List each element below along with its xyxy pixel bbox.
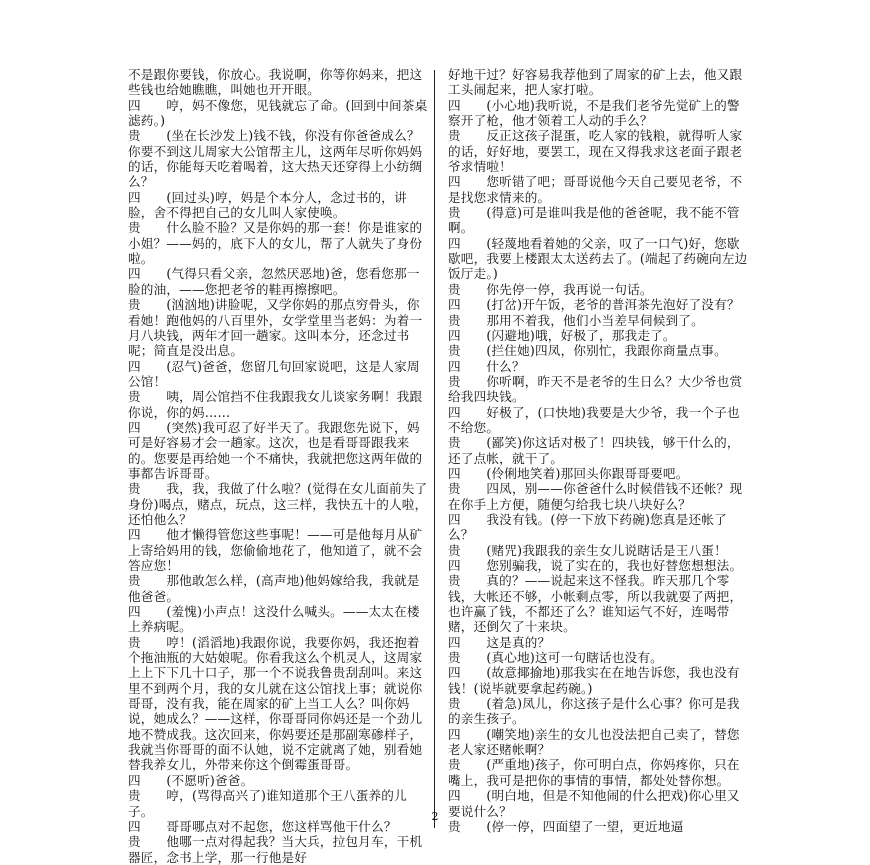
paragraph: 四 (打岔)开午饭，老爷的普洱茶先泡好了没有？	[448, 297, 740, 313]
left-column	[128, 67, 428, 865]
paragraph: 贵 你先停一停，我再说一句话。	[448, 281, 653, 297]
paragraph: 四 (闪避地)哦，好极了，那我走了。	[448, 327, 676, 343]
paragraph: 四 (突然)我可忍了好半天了。我跟您先说下，妈可是好容易才会一趟家。这次，也是看哥哥跟我来的。您要是再给她一个不痛快，我就把您这两年做的事都告诉哥哥。	[128, 419, 423, 481]
paragraph: 贵 (停一停，四面望了一望，更近地逼	[448, 818, 684, 834]
paragraph: 贵 什么脸不脸？又是你妈的那一套！你是谁家的小姐？——妈的，底下人的女儿，帮了人就失了身份啦。	[128, 220, 423, 267]
paragraph: 四 (羞愧)小声点！这没什么喊头。——太太在楼上养病呢。	[128, 604, 420, 635]
paragraph: 四 他才懒得管您这些事呢！——可是他每月从矿上寄给妈用的钱，您偷偷地花了，他知道了，就不会答应您！	[128, 527, 423, 573]
right-column	[448, 67, 748, 834]
paragraph: 贵 你听啊，昨天不是老爷的生日么？大少爷也赏给我四块钱。	[448, 373, 743, 405]
paragraph: 贵 (赌咒)我跟我的亲生女儿说瞎话是王八蛋！	[448, 542, 727, 558]
paragraph: 四 哼，妈不像您，见钱就忘了命。(回到中间茶桌滤药。)	[128, 97, 428, 129]
paragraph: 贵 (鄙笑)你这话对极了！四块钱，够干什么的，还了点帐，就干了。	[448, 435, 740, 466]
paragraph: 贵 (严重地)孩子，你可明白点，你妈疼你，只在嘴上，我可是把你的事情的事情，都处处替你想。	[448, 757, 740, 788]
paragraph: 好地干过？好容易我荐他到了周家的矿上去，他又跟工头闹起来，把人家打啦。	[448, 67, 743, 98]
paragraph: 贵 (得意)可是谁叫我是他的爸爸呢，我不能不管啊。	[448, 205, 740, 236]
paragraph: 贵 反正这孩子混蛋，吃人家的钱粮，就得听人家的话，好好地，要罢工，现在又得我求这老面子跟老爷求情啦！	[448, 128, 743, 175]
paragraph: 四 (气得只看父亲，忽然厌恶地)爸，您看您那一脸的油，——您把老爷的鞋再擦擦吧。	[128, 266, 420, 297]
paragraph: 不是跟你要钱，你放心。我说啊，你等你妈来，把这些钱也给她瞧瞧，叫她也开开眼。	[128, 67, 423, 98]
paragraph: 四 哥哥哪点对不起您，您这样骂他干什么？	[128, 818, 397, 834]
paragraph: 四 (嘲笑地)亲生的女儿也没法把自己卖了，替您老人家还赌帐啊？	[448, 726, 740, 758]
paragraph: 贵 咦，周公馆挡不住我跟我女儿谈家务啊！我跟你说，你的妈……	[128, 389, 423, 420]
paragraph: 四 (不愿听)爸爸。	[128, 772, 254, 788]
paragraph: 四 这是真的？	[448, 634, 551, 650]
paragraph: 贵 真的？——说起来这不怪我。昨天那几个零钱，大帐还不够，小帐剩点零，所以我就耍了两把，也许赢了钱，不都还了么？谁知运气不好，连喝带赌，还倒欠了十来块。	[448, 573, 743, 635]
paragraph: 贵 四凤，别——你爸爸什么时候借钱不还帐？现在你手上方便，随便匀给我七块八块好么？	[448, 481, 743, 512]
paragraph: 四 (伶俐地笑着)那回头你跟哥哥要吧。	[448, 465, 689, 481]
page-number: 2	[431, 810, 439, 823]
paragraph: 四 什么？	[448, 358, 525, 374]
paragraph: 贵 哼！(滔滔地)我跟你说，我要你妈，我还抱着个拖油瓶的大姑娘呢。你看我这么个机灵人，这周家上上下下几十口子，那一个不说我鲁贵刮刮叫。来这里不到两个月，我的女儿就在这公馆找上事；就说你哥哥，没有我，能在周家的矿上当工人么？叫你妈说，她成么？——这样，你哥哥同你妈还是一个劲儿地不赞成我。这次回来，你妈要还是那副寒碜样子，我就当你哥哥的面不认她，说不定就离了她，别看她替我养女儿，外带来你这个倒霉蛋哥哥。	[128, 634, 423, 773]
paragraph: 四 (故意揶揄地)那我实在在地告诉您，我也没有钱！(说毕就要拿起药碗。)	[448, 665, 740, 696]
paragraph: 四 我没有钱。(停一下放下药碗)您真是还帐了么？	[448, 511, 727, 543]
paragraph: 贵 (汹汹地)讲脸呢，又学你妈的那点穷骨头，你看她！跑他妈的八百里外，女学堂里当老妈：为着一月八块钱，两年才回一趟家。这叫本分，还念过书呢；简直是没出息。	[128, 297, 423, 359]
paragraph: 四 (忍气)爸爸，您留几句回家说吧，这是人家周公馆！	[128, 358, 420, 389]
paragraph: 贵 我，我，我做了什么啦？(觉得在女儿面前失了身份)喝点，赌点，玩点，这三样，我快五十的人啦，还怕他么？	[128, 481, 428, 527]
paragraph: 贵 (真心地)这可一句瞎话也没有。	[448, 650, 663, 666]
paragraph: 贵 (着急)凤儿，你这孩子是什么心事？你可是我的亲生孩子。	[448, 696, 740, 727]
paragraph: 贵 那用不着我，他们小当差早伺候到了。	[448, 312, 704, 328]
paragraph: 贵 那他敢怎么样，(高声地)他妈嫁给我，我就是他爸爸。	[128, 573, 420, 604]
paragraph: 贵 (拦住她)四凤，你别忙，我跟你商量点事。	[448, 343, 727, 359]
paragraph: 四 (明白地，但是不知他闹的什么把戏)你心里又要说什么？	[448, 788, 740, 819]
column-divider	[434, 70, 435, 828]
paragraph: 贵 他哪一点对得起我？当大兵，拉包月车，干机器匠，念书上学，那一行他是好	[128, 834, 423, 865]
paragraph: 四 (轻蔑地看着她的父亲，叹了一口气)好，您歇歇吧，我要上楼跟太太送药去了。(端起了药碗向左边饭厅走。)	[448, 235, 748, 282]
paragraph: 贵 (坐在长沙发上)钱不钱，你没有你爸爸成么？你要不到这儿周家大公馆帮主儿，这两年尽听你妈妈的话，你能每天吃着喝着，这大热天还穿得上小纺绸么？	[128, 128, 423, 190]
paragraph: 四 (小心地)我听说，不是我们老爷先觉矿上的警察开了枪，他才领着工人动的手么？	[448, 97, 740, 129]
paragraph: 四 (回过头)哼，妈是个本分人，念过书的，讲脸，舍不得把自己的女儿叫人家使唤。	[128, 189, 407, 221]
paragraph: 四 您别骗我，说了实在的，我也好替您想想法。	[448, 558, 743, 573]
paragraph: 四 好极了，(口快地)我要是大少爷，我一个子也不给您。	[448, 404, 740, 435]
paragraph: 贵 哼，(骂得高兴了)谁知道那个王八蛋养的儿子。	[128, 788, 407, 819]
paragraph: 四 您听错了吧；哥哥说他今天自己要见老爷，不是找您求情来的。	[448, 174, 743, 205]
